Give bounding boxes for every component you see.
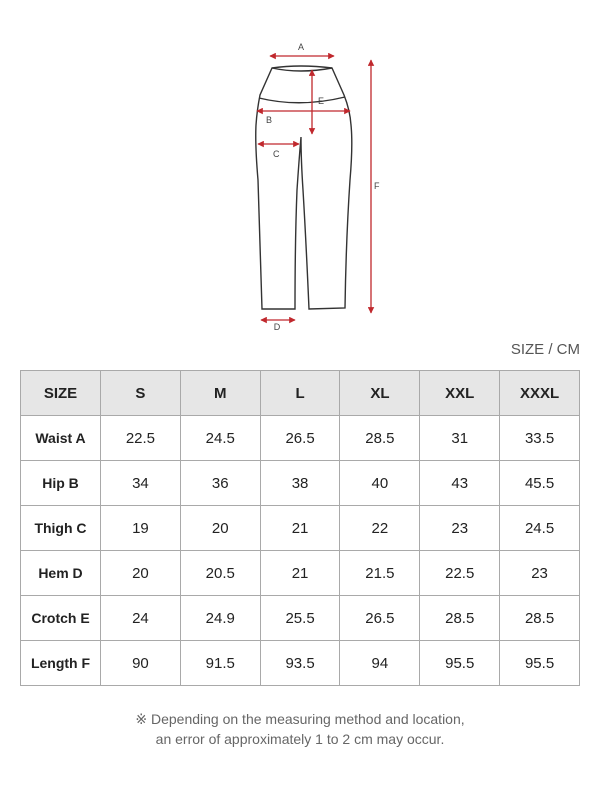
table-cell: 95.5: [420, 641, 500, 686]
table-cell: 28.5: [340, 416, 420, 461]
header-cell: S: [101, 371, 181, 416]
table-header-row: [21, 371, 580, 416]
table-cell: 24.5: [180, 416, 260, 461]
pants-measurement-diagram: [0, 0, 600, 340]
table-row: [21, 641, 580, 686]
table-cell: 95.5: [500, 641, 580, 686]
note-line-2: an error of approximately 1 to 2 cm may occur.: [155, 731, 445, 747]
table-cell: 24.5: [500, 506, 580, 551]
table-cell: 25.5: [260, 596, 340, 641]
row-label: Thigh C: [21, 506, 101, 551]
table-cell: 20.5: [180, 551, 260, 596]
header-cell: XXL: [420, 371, 500, 416]
table-cell: 24.9: [180, 596, 260, 641]
table-cell: 22: [340, 506, 420, 551]
table-cell: 21: [260, 551, 340, 596]
table-cell: 26.5: [260, 416, 340, 461]
header-cell: M: [180, 371, 260, 416]
size-chart-table: [20, 370, 580, 686]
label-e: E: [318, 96, 325, 106]
table-cell: 45.5: [500, 461, 580, 506]
label-f: F: [374, 181, 380, 191]
row-label: Length F: [21, 641, 101, 686]
measure-d-hem: [261, 320, 295, 332]
table-cell: 22.5: [101, 416, 181, 461]
table-cell: 23: [500, 551, 580, 596]
table-cell: 36: [180, 461, 260, 506]
table-cell: 26.5: [340, 596, 420, 641]
table-cell: 20: [101, 551, 181, 596]
header-cell: L: [260, 371, 340, 416]
unit-label: SIZE / CM: [510, 341, 580, 358]
row-label: Waist A: [21, 416, 101, 461]
header-cell: SIZE: [21, 371, 101, 416]
table-cell: 90: [101, 641, 181, 686]
table-cell: 94: [340, 641, 420, 686]
row-label: Crotch E: [21, 596, 101, 641]
note-line-1: ※ Depending on the measuring method and location,: [135, 711, 465, 727]
table-cell: 24: [101, 596, 181, 641]
label-d: D: [273, 322, 281, 332]
measure-a-waist: [270, 42, 334, 56]
row-label: Hip B: [21, 461, 101, 506]
row-label: Hem D: [21, 551, 101, 596]
table-cell: 43: [420, 461, 500, 506]
header-cell: XL: [340, 371, 420, 416]
table-cell: 21: [260, 506, 340, 551]
table-cell: 23: [420, 506, 500, 551]
table-row: [21, 506, 580, 551]
table-cell: 34: [101, 461, 181, 506]
table-row: [21, 461, 580, 506]
measure-f-length: [371, 60, 380, 313]
label-c: C: [273, 149, 280, 159]
table-cell: 28.5: [420, 596, 500, 641]
label-b: B: [266, 115, 273, 125]
label-a: A: [297, 42, 305, 52]
table-row: [21, 416, 580, 461]
table-cell: 21.5: [340, 551, 420, 596]
table-cell: 38: [260, 461, 340, 506]
table-cell: 31: [420, 416, 500, 461]
header-cell: XXXL: [500, 371, 580, 416]
table-cell: 91.5: [180, 641, 260, 686]
table-cell: 19: [101, 506, 181, 551]
table-cell: 33.5: [500, 416, 580, 461]
table-row: [21, 551, 580, 596]
table-cell: 40: [340, 461, 420, 506]
pants-outline-icon: [256, 66, 352, 309]
table-cell: 22.5: [420, 551, 500, 596]
table-cell: 28.5: [500, 596, 580, 641]
table-cell: 20: [180, 506, 260, 551]
table-row: [21, 596, 580, 641]
table-cell: 93.5: [260, 641, 340, 686]
